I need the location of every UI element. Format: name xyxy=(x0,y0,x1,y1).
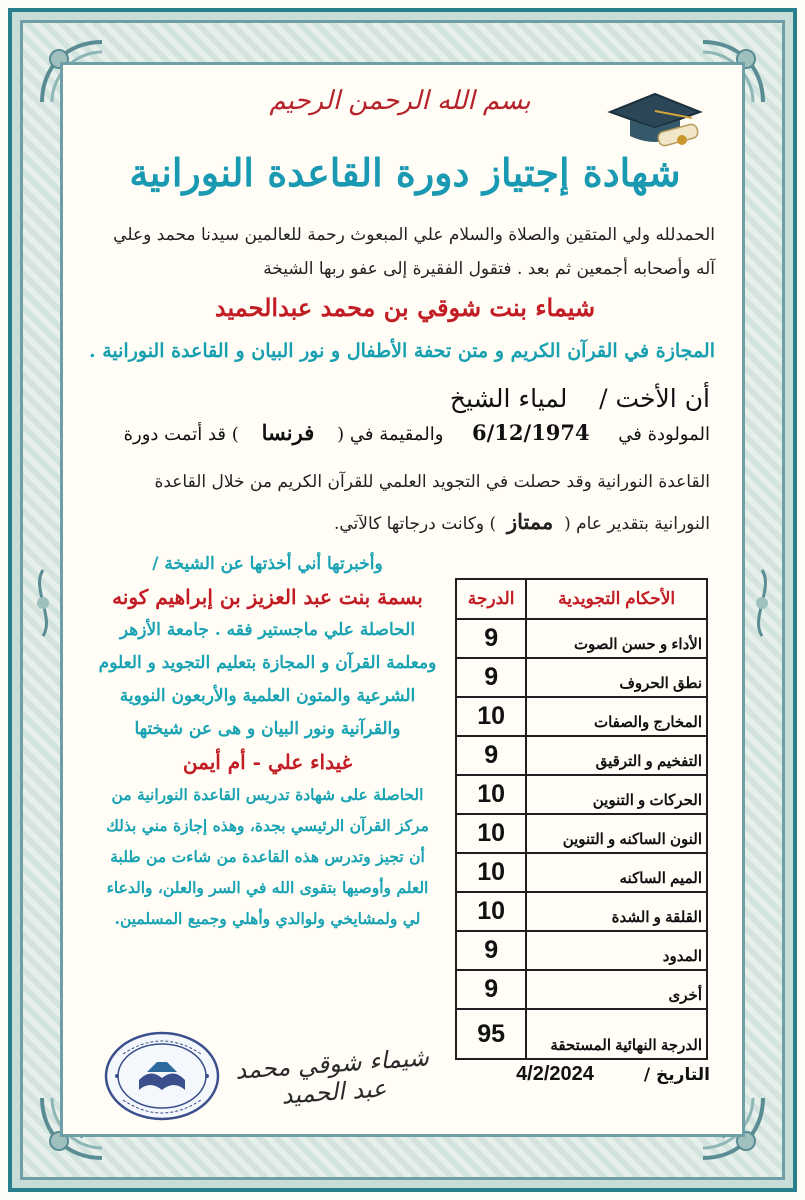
rule-cell: القلقة و الشدة xyxy=(526,892,707,931)
rule-cell: الأداء و حسن الصوت xyxy=(526,619,707,658)
body-line-2-prefix: النورانية بتقدير عام ( xyxy=(564,514,710,534)
intro-paragraph: الحمدلله ولي المتقين والصلاة والسلام علي المبعوث رحمة للعالمين سيدنا محمد وعلي آله وأصحابه أجمعين ثم بعد . فتقول الفقيرة إلى عفو ربها الشيخة xyxy=(113,225,715,279)
body-line-1: القاعدة النورانية وقد حصلت في التجويد العلمي للقرآن الكريم من خلال القاعدة xyxy=(154,472,710,492)
teacher-line: الحاصلة على شهادة تدريس القاعدة النورانية من xyxy=(111,785,424,804)
certificate-date: 4/2/2024 xyxy=(516,1063,594,1085)
table-row xyxy=(456,619,707,658)
teacher-line: الحاصلة علي ماجستير فقه . جامعة الأزهر xyxy=(119,620,416,640)
body-paragraph xyxy=(95,462,710,544)
resident-label: والمقيمة في ( xyxy=(337,424,444,445)
sheikha-name: شيماء بنت شوقي بن محمد عبدالحميد xyxy=(214,293,596,322)
teacher-line: العلم وأوصيها بتقوى الله في السر والعلن، والدعاء xyxy=(106,878,429,897)
country: فرنسا xyxy=(261,420,315,445)
grade-column-header: الدرجة xyxy=(456,579,526,619)
grade-cell: 9 xyxy=(456,970,526,1009)
body-line-2-suffix: ) وكانت درجاتها كالآتي. xyxy=(333,514,497,534)
rule-cell: المدود xyxy=(526,931,707,970)
total-row xyxy=(456,1009,707,1059)
rule-cell: النون الساكنه و التنوين xyxy=(526,814,707,853)
student-name: لمياء الشيخ xyxy=(449,384,568,413)
birth-date: 6/12/1974 xyxy=(472,420,590,445)
rule-cell: نطق الحروف xyxy=(526,658,707,697)
grade-cell: 10 xyxy=(456,775,526,814)
grade-cell: 9 xyxy=(456,658,526,697)
teacher-line: أن تجيز وتدرس هذه القاعدة من شاءت من طلبة xyxy=(110,847,425,866)
table-row xyxy=(456,892,707,931)
rule-cell: الحركات و التنوين xyxy=(526,775,707,814)
grades-table-header xyxy=(456,579,707,619)
grade-cell: 10 xyxy=(456,892,526,931)
student-line xyxy=(300,384,710,413)
table-row xyxy=(456,697,707,736)
overall-grade: ممتاز xyxy=(507,509,554,534)
born-label: المولودة في xyxy=(618,424,710,445)
seal-stamp-icon xyxy=(103,1030,221,1122)
rule-cell: أخرى xyxy=(526,970,707,1009)
table-row xyxy=(456,775,707,814)
grade-cell: 9 xyxy=(456,931,526,970)
basmala-calligraphy: بسم الله الرحمن الرحيم xyxy=(269,86,531,116)
table-row xyxy=(456,814,707,853)
rule-cell: المخارج والصفات xyxy=(526,697,707,736)
table-row xyxy=(456,970,707,1009)
grade-cell: 9 xyxy=(456,736,526,775)
grades-table xyxy=(455,578,708,1060)
teacher-line: لي ولمشايخي ولوالدي وأهلي وجميع المسلمين. xyxy=(114,909,421,928)
table-row xyxy=(456,736,707,775)
teacher-line: مركز القرآن الرئيسي بجدة، وهذه إجازة مني بذلك xyxy=(106,816,429,835)
body-line-2 xyxy=(95,502,710,544)
teacher-intro: وأخبرتها أني أخذتها عن الشيخة / xyxy=(152,554,383,574)
table-row xyxy=(456,853,707,892)
certificate-title: شهادة إجتياز دورة القاعدة النورانية xyxy=(129,150,681,195)
graduation-cap-icon xyxy=(600,84,705,154)
rule-cell: التفخيم و الترقيق xyxy=(526,736,707,775)
signature: شيماء شوقي محمد عبد الحميد xyxy=(234,1043,430,1110)
teacher-line: والقرآنية ونور البيان و هى عن شيختها xyxy=(134,719,401,739)
date-label: التاريخ / xyxy=(643,1065,710,1085)
grade-cell: 10 xyxy=(456,853,526,892)
rule-column-header: الأحكام التجويدية xyxy=(526,579,707,619)
teacher-line: الشرعية والمتون العلمية والأربعون النووية xyxy=(119,686,416,706)
birth-line xyxy=(95,420,710,445)
grade-cell: 9 xyxy=(456,619,526,658)
rule-cell: الميم الساكنه xyxy=(526,853,707,892)
side-ornament-icon xyxy=(748,568,776,638)
second-teacher-name: غيداء علي - أم أيمن xyxy=(182,750,353,774)
grade-cell: 10 xyxy=(456,697,526,736)
teacher-chain xyxy=(85,548,450,934)
sister-prefix: أن الأخت / xyxy=(599,384,710,413)
table-row xyxy=(456,658,707,697)
teacher-line: ومعلمة القرآن و المجازة بتعليم التجويد و العلوم xyxy=(98,653,437,673)
total-grade: 95 xyxy=(456,1009,526,1059)
ijaza-line: المجازة في القرآن الكريم و متن تحفة الأطفال و نور البيان و القاعدة النورانية . xyxy=(88,340,715,362)
table-row xyxy=(456,931,707,970)
teacher-name: بسمة بنت عبد العزيز بن إبراهيم كونه xyxy=(112,585,423,609)
side-ornament-icon xyxy=(29,568,57,638)
completed-label: ) قد أتمت دورة xyxy=(123,424,239,445)
grade-cell: 10 xyxy=(456,814,526,853)
total-label: الدرجة النهائية المستحقة xyxy=(526,1009,707,1059)
